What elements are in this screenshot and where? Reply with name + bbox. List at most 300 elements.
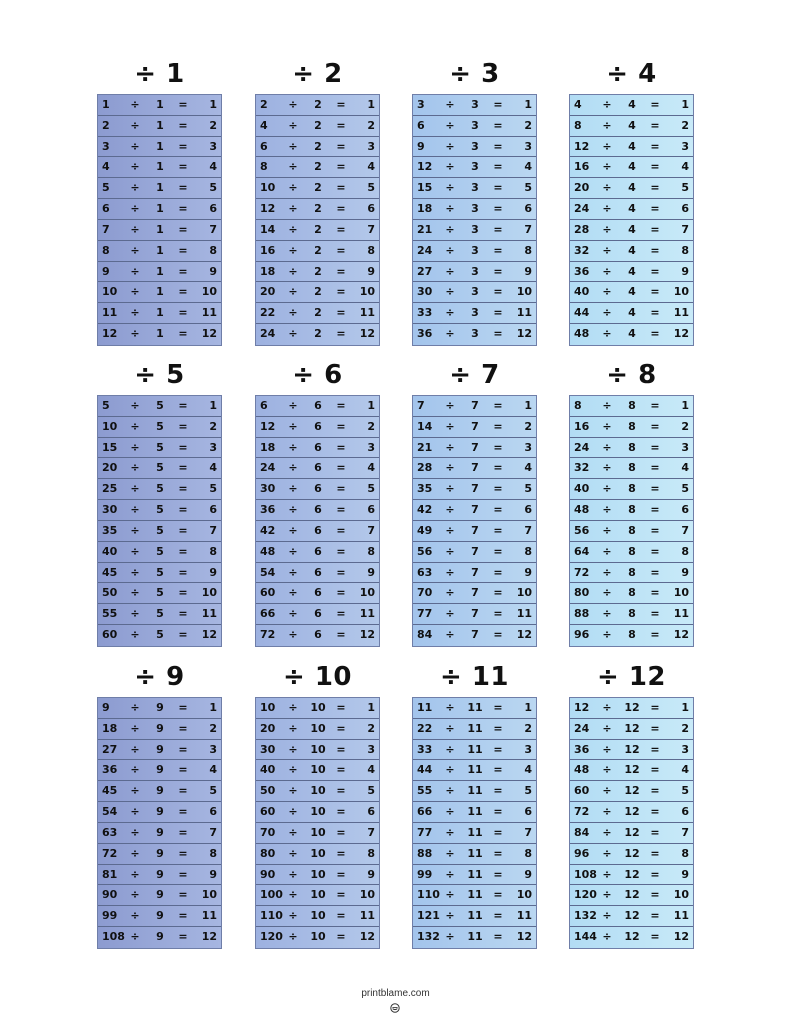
dividend: 8 xyxy=(574,118,582,132)
table-row xyxy=(570,927,693,948)
divide-sign: ÷ xyxy=(602,419,612,433)
table-row xyxy=(98,438,221,459)
table-row xyxy=(256,178,379,199)
equals-sign: = xyxy=(178,160,188,174)
divisor: 10 xyxy=(310,784,326,798)
equals-sign: = xyxy=(336,482,346,496)
divide-sign: ÷ xyxy=(288,461,298,475)
table-row xyxy=(413,303,536,324)
table-row xyxy=(98,844,221,865)
table-row xyxy=(413,542,536,563)
table-row xyxy=(256,719,379,740)
table-row xyxy=(98,698,221,719)
divisor: 2 xyxy=(314,160,322,174)
equals-sign: = xyxy=(650,628,660,642)
divide-sign: ÷ xyxy=(288,482,298,496)
dividend: 36 xyxy=(417,327,433,341)
quotient: 11 xyxy=(516,306,532,320)
divide-sign: ÷ xyxy=(288,586,298,600)
quotient: 12 xyxy=(359,327,375,341)
table-row xyxy=(570,116,693,137)
divide-sign: ÷ xyxy=(602,264,612,278)
dividend: 25 xyxy=(102,482,118,496)
dividend: 80 xyxy=(260,846,276,860)
quotient: 11 xyxy=(201,306,217,320)
quotient: 3 xyxy=(209,742,217,756)
divide-sign: ÷ xyxy=(288,419,298,433)
quotient: 10 xyxy=(201,888,217,902)
equals-sign: = xyxy=(493,327,503,341)
divisor: 3 xyxy=(471,327,479,341)
table-row xyxy=(413,521,536,542)
dividend: 70 xyxy=(260,825,276,839)
table-row xyxy=(256,760,379,781)
quotient: 11 xyxy=(673,909,689,923)
table-row xyxy=(256,823,379,844)
table-row xyxy=(413,324,536,345)
quotient: 5 xyxy=(367,181,375,195)
table-title: ÷ 5 xyxy=(134,360,185,390)
dividend: 1 xyxy=(102,98,110,111)
division-table xyxy=(569,697,694,949)
divisor: 4 xyxy=(628,118,636,132)
dividend: 3 xyxy=(417,98,425,111)
table-row xyxy=(256,396,379,417)
table-row xyxy=(413,844,536,865)
equals-sign: = xyxy=(336,867,346,881)
equals-sign: = xyxy=(493,701,503,714)
divisor: 8 xyxy=(628,419,636,433)
equals-sign: = xyxy=(178,805,188,819)
quotient: 2 xyxy=(524,721,532,735)
divide-sign: ÷ xyxy=(445,461,455,475)
dividend: 7 xyxy=(417,399,425,412)
divisor: 1 xyxy=(156,264,164,278)
equals-sign: = xyxy=(178,503,188,517)
dividend: 77 xyxy=(417,607,433,621)
dividend: 50 xyxy=(260,784,276,798)
divide-sign: ÷ xyxy=(130,763,140,777)
divide-sign: ÷ xyxy=(130,742,140,756)
divide-sign: ÷ xyxy=(445,327,455,341)
dividend: 27 xyxy=(417,264,433,278)
divide-sign: ÷ xyxy=(130,264,140,278)
divide-sign: ÷ xyxy=(445,202,455,216)
divisor: 9 xyxy=(156,888,164,902)
divide-sign: ÷ xyxy=(445,523,455,537)
dividend: 28 xyxy=(574,222,590,236)
divide-sign: ÷ xyxy=(445,118,455,132)
equals-sign: = xyxy=(493,461,503,475)
table-title: ÷ 2 xyxy=(292,59,343,89)
quotient: 2 xyxy=(524,118,532,132)
divisor: 12 xyxy=(624,846,640,860)
divisor: 4 xyxy=(628,181,636,195)
table-row xyxy=(570,438,693,459)
divide-sign: ÷ xyxy=(445,784,455,798)
divisor: 9 xyxy=(156,701,164,714)
divide-sign: ÷ xyxy=(288,523,298,537)
divide-sign: ÷ xyxy=(445,628,455,642)
equals-sign: = xyxy=(650,523,660,537)
equals-sign: = xyxy=(493,805,503,819)
dividend: 77 xyxy=(417,825,433,839)
equals-sign: = xyxy=(650,805,660,819)
divide-sign: ÷ xyxy=(130,202,140,216)
dividend: 32 xyxy=(574,461,590,475)
divide-sign: ÷ xyxy=(602,399,612,412)
table-row xyxy=(570,303,693,324)
equals-sign: = xyxy=(650,503,660,517)
divisor: 11 xyxy=(467,909,483,923)
quotient: 9 xyxy=(681,565,689,579)
quotient: 10 xyxy=(201,285,217,299)
equals-sign: = xyxy=(493,264,503,278)
table-row xyxy=(413,760,536,781)
quotient: 8 xyxy=(524,544,532,558)
table-row xyxy=(256,458,379,479)
divisor: 7 xyxy=(471,503,479,517)
table-row xyxy=(570,865,693,886)
divide-sign: ÷ xyxy=(445,825,455,839)
dividend: 55 xyxy=(102,607,118,621)
divisor: 3 xyxy=(471,243,479,257)
divide-sign: ÷ xyxy=(445,586,455,600)
divisor: 4 xyxy=(628,243,636,257)
table-row xyxy=(413,438,536,459)
dividend: 72 xyxy=(574,565,590,579)
table-row xyxy=(98,500,221,521)
dividend: 9 xyxy=(102,264,110,278)
table-title: ÷ 10 xyxy=(282,662,353,692)
equals-sign: = xyxy=(493,607,503,621)
quotient: 1 xyxy=(524,98,532,111)
table-row xyxy=(413,625,536,646)
equals-sign: = xyxy=(178,628,188,642)
table-row xyxy=(98,241,221,262)
divisor: 4 xyxy=(628,285,636,299)
dividend: 18 xyxy=(102,721,118,735)
dividend: 64 xyxy=(574,544,590,558)
dividend: 14 xyxy=(417,419,433,433)
divide-sign: ÷ xyxy=(602,867,612,881)
dividend: 21 xyxy=(417,440,433,454)
divide-sign: ÷ xyxy=(602,222,612,236)
divisor: 12 xyxy=(624,805,640,819)
dividend: 8 xyxy=(102,243,110,257)
divide-sign: ÷ xyxy=(602,742,612,756)
dividend: 18 xyxy=(260,264,276,278)
table-row xyxy=(98,199,221,220)
division-table xyxy=(569,395,694,647)
quotient: 2 xyxy=(209,419,217,433)
dividend: 88 xyxy=(574,607,590,621)
equals-sign: = xyxy=(178,327,188,341)
quotient: 4 xyxy=(681,160,689,174)
equals-sign: = xyxy=(178,139,188,153)
table-row xyxy=(413,479,536,500)
table-row xyxy=(413,220,536,241)
table-row xyxy=(570,95,693,116)
equals-sign: = xyxy=(178,222,188,236)
dividend: 7 xyxy=(102,222,110,236)
dividend: 120 xyxy=(260,930,283,944)
quotient: 3 xyxy=(681,742,689,756)
division-table xyxy=(412,697,537,949)
equals-sign: = xyxy=(650,825,660,839)
equals-sign: = xyxy=(650,181,660,195)
dividend: 12 xyxy=(260,202,276,216)
dividend: 36 xyxy=(260,503,276,517)
divide-sign: ÷ xyxy=(445,306,455,320)
table-row xyxy=(98,521,221,542)
divisor: 4 xyxy=(628,160,636,174)
table-row xyxy=(413,262,536,283)
table-row xyxy=(256,885,379,906)
quotient: 6 xyxy=(681,503,689,517)
dividend: 12 xyxy=(417,160,433,174)
divide-sign: ÷ xyxy=(288,285,298,299)
dividend: 12 xyxy=(574,139,590,153)
dividend: 100 xyxy=(260,888,283,902)
table-row xyxy=(256,417,379,438)
divide-sign: ÷ xyxy=(445,98,455,111)
dividend: 63 xyxy=(417,565,433,579)
divisor: 8 xyxy=(628,461,636,475)
dividend: 30 xyxy=(417,285,433,299)
dividend: 20 xyxy=(102,461,118,475)
divisor: 4 xyxy=(628,306,636,320)
quotient: 5 xyxy=(209,482,217,496)
divisor: 9 xyxy=(156,742,164,756)
divisor: 6 xyxy=(314,399,322,412)
dividend: 11 xyxy=(417,701,433,714)
divide-sign: ÷ xyxy=(130,461,140,475)
equals-sign: = xyxy=(178,98,188,111)
quotient: 4 xyxy=(367,461,375,475)
divide-sign: ÷ xyxy=(602,306,612,320)
divide-sign: ÷ xyxy=(130,327,140,341)
quotient: 10 xyxy=(516,285,532,299)
table-row xyxy=(98,583,221,604)
quotient: 8 xyxy=(524,243,532,257)
quotient: 8 xyxy=(209,846,217,860)
divisor: 7 xyxy=(471,440,479,454)
divisor: 7 xyxy=(471,419,479,433)
table-row xyxy=(413,116,536,137)
divisor: 2 xyxy=(314,118,322,132)
divisor: 4 xyxy=(628,327,636,341)
quotient: 10 xyxy=(673,888,689,902)
quotient: 10 xyxy=(359,285,375,299)
equals-sign: = xyxy=(178,399,188,412)
table-row xyxy=(256,604,379,625)
table-row xyxy=(98,823,221,844)
equals-sign: = xyxy=(493,503,503,517)
divide-sign: ÷ xyxy=(288,118,298,132)
equals-sign: = xyxy=(493,306,503,320)
quotient: 1 xyxy=(681,399,689,412)
dividend: 10 xyxy=(260,701,276,714)
quotient: 2 xyxy=(367,721,375,735)
divisor: 5 xyxy=(156,461,164,475)
dividend: 108 xyxy=(574,867,597,881)
quotient: 4 xyxy=(524,160,532,174)
quotient: 9 xyxy=(367,565,375,579)
table-row xyxy=(98,781,221,802)
divide-sign: ÷ xyxy=(288,721,298,735)
divide-sign: ÷ xyxy=(602,181,612,195)
divide-sign: ÷ xyxy=(130,160,140,174)
quotient: 3 xyxy=(367,139,375,153)
equals-sign: = xyxy=(178,784,188,798)
divisor: 1 xyxy=(156,98,164,111)
divide-sign: ÷ xyxy=(130,399,140,412)
equals-sign: = xyxy=(493,202,503,216)
dividend: 4 xyxy=(260,118,268,132)
table-row xyxy=(256,802,379,823)
equals-sign: = xyxy=(650,264,660,278)
dividend: 40 xyxy=(260,763,276,777)
dividend: 42 xyxy=(260,523,276,537)
table-row xyxy=(570,542,693,563)
divide-sign: ÷ xyxy=(288,327,298,341)
table-row xyxy=(413,906,536,927)
divide-sign: ÷ xyxy=(445,742,455,756)
equals-sign: = xyxy=(336,419,346,433)
divide-sign: ÷ xyxy=(130,825,140,839)
table-row xyxy=(98,865,221,886)
dividend: 6 xyxy=(260,399,268,412)
divide-sign: ÷ xyxy=(130,805,140,819)
table-row xyxy=(98,95,221,116)
dividend: 12 xyxy=(260,419,276,433)
divide-sign: ÷ xyxy=(445,867,455,881)
divide-sign: ÷ xyxy=(602,930,612,944)
quotient: 2 xyxy=(681,419,689,433)
divisor: 8 xyxy=(628,628,636,642)
table-row xyxy=(570,417,693,438)
quotient: 7 xyxy=(209,825,217,839)
divide-sign: ÷ xyxy=(288,909,298,923)
divisor: 2 xyxy=(314,264,322,278)
table-row xyxy=(413,178,536,199)
dividend: 60 xyxy=(260,586,276,600)
quotient: 1 xyxy=(367,399,375,412)
divide-sign: ÷ xyxy=(602,846,612,860)
divisor: 9 xyxy=(156,784,164,798)
equals-sign: = xyxy=(336,607,346,621)
divisor: 6 xyxy=(314,544,322,558)
table-row xyxy=(256,438,379,459)
table-row xyxy=(570,604,693,625)
divide-sign: ÷ xyxy=(602,461,612,475)
divide-sign: ÷ xyxy=(445,181,455,195)
divisor: 2 xyxy=(314,306,322,320)
table-row xyxy=(98,324,221,345)
table-row xyxy=(98,719,221,740)
equals-sign: = xyxy=(336,306,346,320)
divisor: 7 xyxy=(471,461,479,475)
table-row xyxy=(413,802,536,823)
dividend: 99 xyxy=(102,909,118,923)
dividend: 44 xyxy=(417,763,433,777)
quotient: 3 xyxy=(367,440,375,454)
equals-sign: = xyxy=(493,118,503,132)
quotient: 5 xyxy=(524,181,532,195)
table-row xyxy=(256,521,379,542)
quotient: 2 xyxy=(209,118,217,132)
equals-sign: = xyxy=(650,306,660,320)
equals-sign: = xyxy=(336,544,346,558)
dividend: 99 xyxy=(417,867,433,881)
table-row xyxy=(570,282,693,303)
equals-sign: = xyxy=(650,440,660,454)
equals-sign: = xyxy=(650,721,660,735)
equals-sign: = xyxy=(650,243,660,257)
equals-sign: = xyxy=(650,419,660,433)
quotient: 7 xyxy=(209,523,217,537)
equals-sign: = xyxy=(336,440,346,454)
table-row xyxy=(98,178,221,199)
divisor: 7 xyxy=(471,628,479,642)
divisor: 12 xyxy=(624,909,640,923)
table-title: ÷ 12 xyxy=(596,662,667,692)
quotient: 11 xyxy=(516,909,532,923)
divisor: 1 xyxy=(156,306,164,320)
dividend: 54 xyxy=(260,565,276,579)
divisor: 8 xyxy=(628,482,636,496)
equals-sign: = xyxy=(336,888,346,902)
divisor: 3 xyxy=(471,285,479,299)
dividend: 11 xyxy=(102,306,118,320)
divide-sign: ÷ xyxy=(602,763,612,777)
divide-sign: ÷ xyxy=(288,825,298,839)
divide-sign: ÷ xyxy=(288,264,298,278)
dividend: 60 xyxy=(260,805,276,819)
divide-sign: ÷ xyxy=(130,523,140,537)
footer-website: printblame.com xyxy=(361,988,430,999)
equals-sign: = xyxy=(336,701,346,714)
table-row xyxy=(413,604,536,625)
equals-sign: = xyxy=(493,565,503,579)
quotient: 6 xyxy=(524,202,532,216)
divide-sign: ÷ xyxy=(288,160,298,174)
quotient: 8 xyxy=(367,243,375,257)
table-row xyxy=(256,303,379,324)
quotient: 7 xyxy=(681,523,689,537)
equals-sign: = xyxy=(336,503,346,517)
table-row xyxy=(570,906,693,927)
divisor: 11 xyxy=(467,784,483,798)
table-title: ÷ 9 xyxy=(134,662,185,692)
equals-sign: = xyxy=(336,628,346,642)
divide-sign: ÷ xyxy=(130,285,140,299)
divide-sign: ÷ xyxy=(602,160,612,174)
quotient: 10 xyxy=(359,888,375,902)
quotient: 11 xyxy=(201,909,217,923)
divisor: 1 xyxy=(156,202,164,216)
dividend: 14 xyxy=(260,222,276,236)
smile-logo-icon xyxy=(390,1003,400,1013)
divisor: 3 xyxy=(471,181,479,195)
table-row xyxy=(256,563,379,584)
dividend: 5 xyxy=(102,181,110,195)
equals-sign: = xyxy=(493,243,503,257)
dividend: 45 xyxy=(102,784,118,798)
equals-sign: = xyxy=(493,399,503,412)
table-row xyxy=(570,625,693,646)
